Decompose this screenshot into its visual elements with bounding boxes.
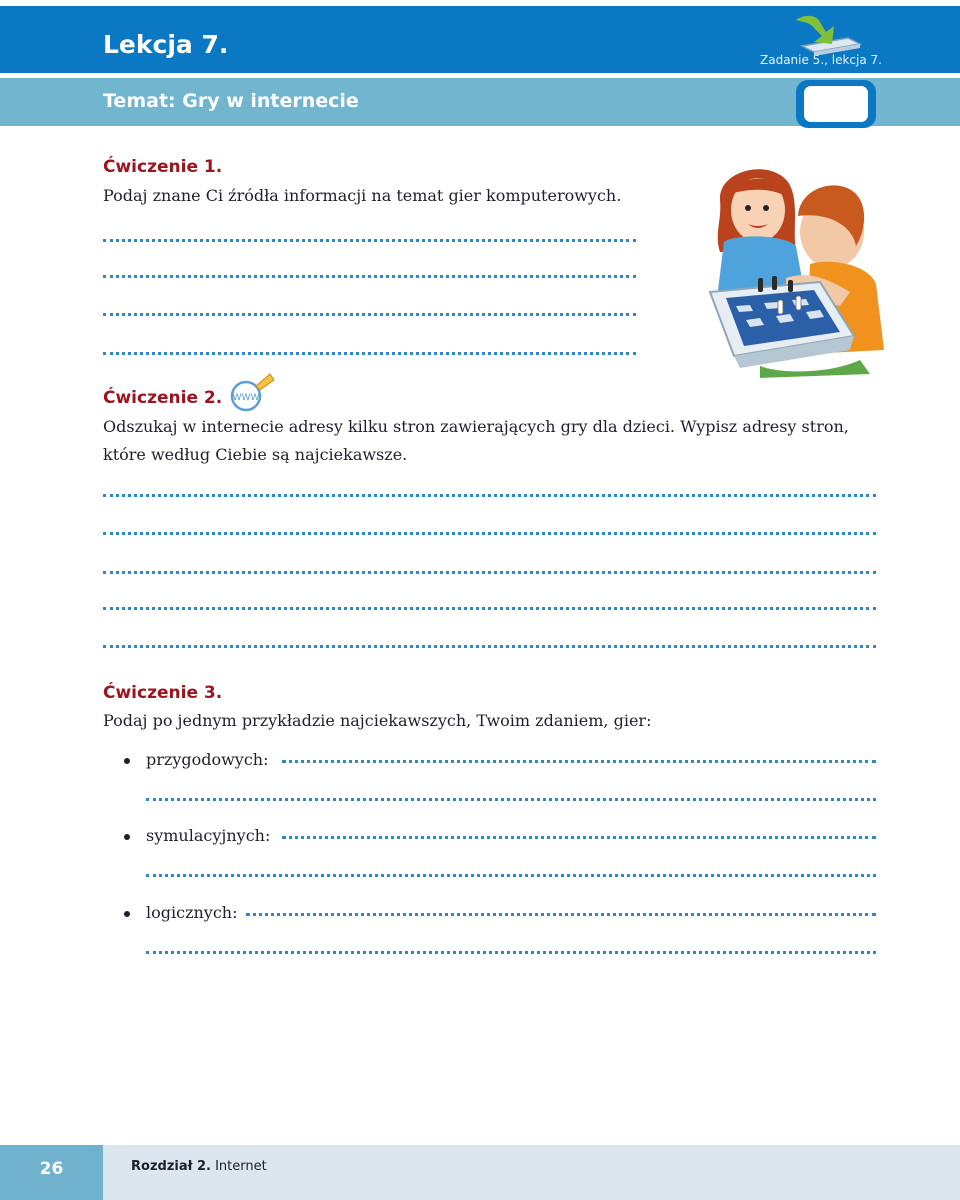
answer-line[interactable]: [282, 760, 876, 763]
exercise-3-instruction: Podaj po jednym przykładzie najciekawszych, Twoim zdaniem, gier:: [103, 711, 652, 730]
page-number: 26: [0, 1145, 103, 1200]
bullet: [124, 758, 130, 764]
lesson-reference: Zadanie 5., lekcja 7.: [760, 53, 882, 67]
exercise-1-title: Ćwiczenie 1.: [103, 157, 223, 177]
item-simulation-label: symulacyjnych:: [146, 826, 271, 845]
answer-line[interactable]: [146, 951, 876, 954]
answer-line[interactable]: [146, 798, 876, 801]
exercise-3-title: Ćwiczenie 3.: [103, 683, 223, 703]
www-icon-label: WWW: [232, 393, 260, 403]
answer-line[interactable]: [246, 913, 876, 916]
lesson-book-icon: [786, 8, 886, 132]
answer-line[interactable]: [103, 352, 636, 355]
exercise-2-instruction-line1: Odszukaj w internecie adresy kilku stron zawierających gry dla dzieci. Wypisz adresy stron,: [103, 417, 849, 436]
footer: [0, 1145, 960, 1200]
item-logic-label: logicznych:: [146, 903, 238, 922]
chapter-info: [131, 1159, 267, 1174]
chapter-name: Internet: [215, 1159, 267, 1174]
exercise-2-title: Ćwiczenie 2.: [103, 388, 223, 408]
answer-line[interactable]: [103, 607, 876, 610]
answer-line[interactable]: [282, 836, 876, 839]
exercise-1-instruction: Podaj znane Ci źródła informacji na temat gier komputerowych.: [103, 186, 622, 205]
bullet: [124, 911, 130, 917]
answer-line[interactable]: [103, 275, 636, 278]
item-adventure-label: przygodowych:: [146, 750, 269, 769]
chapter-label: Rozdział 2.: [131, 1159, 211, 1174]
bullet: [124, 834, 130, 840]
answer-line[interactable]: [146, 874, 876, 877]
answer-line[interactable]: [103, 239, 636, 242]
answer-line[interactable]: [103, 645, 876, 648]
answer-line[interactable]: [103, 532, 876, 535]
answer-line[interactable]: [103, 571, 876, 574]
exercise-2-instruction-line2: które według Ciebie są najciekawsze.: [103, 445, 408, 464]
children-playing-chess-illustration: [700, 160, 890, 380]
topic-title: Temat: Gry w internecie: [103, 90, 359, 112]
answer-line[interactable]: [103, 494, 876, 497]
lesson-title: Lekcja 7.: [103, 30, 229, 59]
www-magnifier-icon: [228, 370, 276, 412]
answer-line[interactable]: [103, 313, 636, 316]
